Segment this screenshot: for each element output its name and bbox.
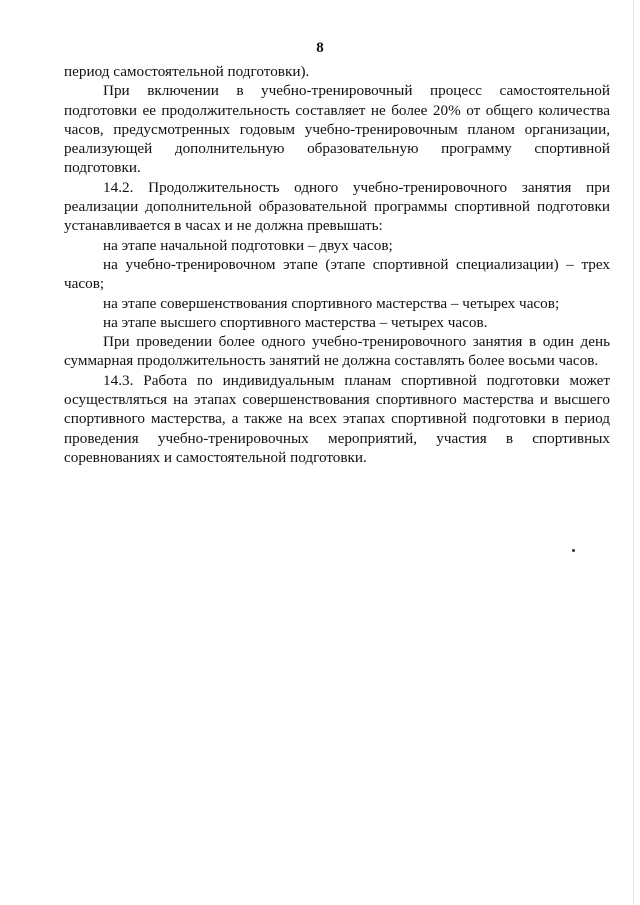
paragraph-self-training: При включении в учебно-тренировочный процесс самостоятельной подготовки ее продолжительность составляет не более 20% от общего количества часов, предусмотренных годовым учебно-тренировочным планом организации, реализующей дополнительную образовательную программу спортивной подготовки. (64, 82, 610, 177)
list-item-initial-stage: на этапе начальной подготовки – двух часов; (103, 236, 393, 254)
list-item-improvement-stage: на этапе совершенствования спортивного мастерства – четырех часов; (103, 294, 560, 312)
paragraph-14-2: 14.2. Продолжительность одного учебно-тренировочного занятия при реализации дополнительной образовательной программы спортивной подготовки устанавливается в часах и не должна превышать: (64, 178, 610, 235)
document-body (64, 62, 610, 467)
list-item-training-stage: на учебно-тренировочном этапе (этапе спортивной специализации) – трех часов; (64, 255, 610, 293)
paragraph-14-3: 14.3. Работа по индивидуальным планам спортивной подготовки может осуществляться на этапах совершенствования спортивного мастерства и высшего спортивного мастерства, а также на всех этапах спортивной подготовки в период проведения учебно-тренировочных мероприятий, участия в спортивных соревнованиях и самостоятельной подготовки. (64, 371, 610, 466)
paragraph-multiple-sessions: При проведении более одного учебно-тренировочного занятия в один день суммарная продолжительность занятий не должна составлять более восьми часов. (64, 333, 610, 370)
paragraph-continuation: период самостоятельной подготовки). (64, 63, 310, 80)
page-number: 8 (316, 40, 324, 56)
scan-edge-line (633, 0, 634, 905)
scan-speck (572, 549, 575, 552)
list-item-highest-stage: на этапе высшего спортивного мастерства – четырех часов. (103, 313, 488, 331)
